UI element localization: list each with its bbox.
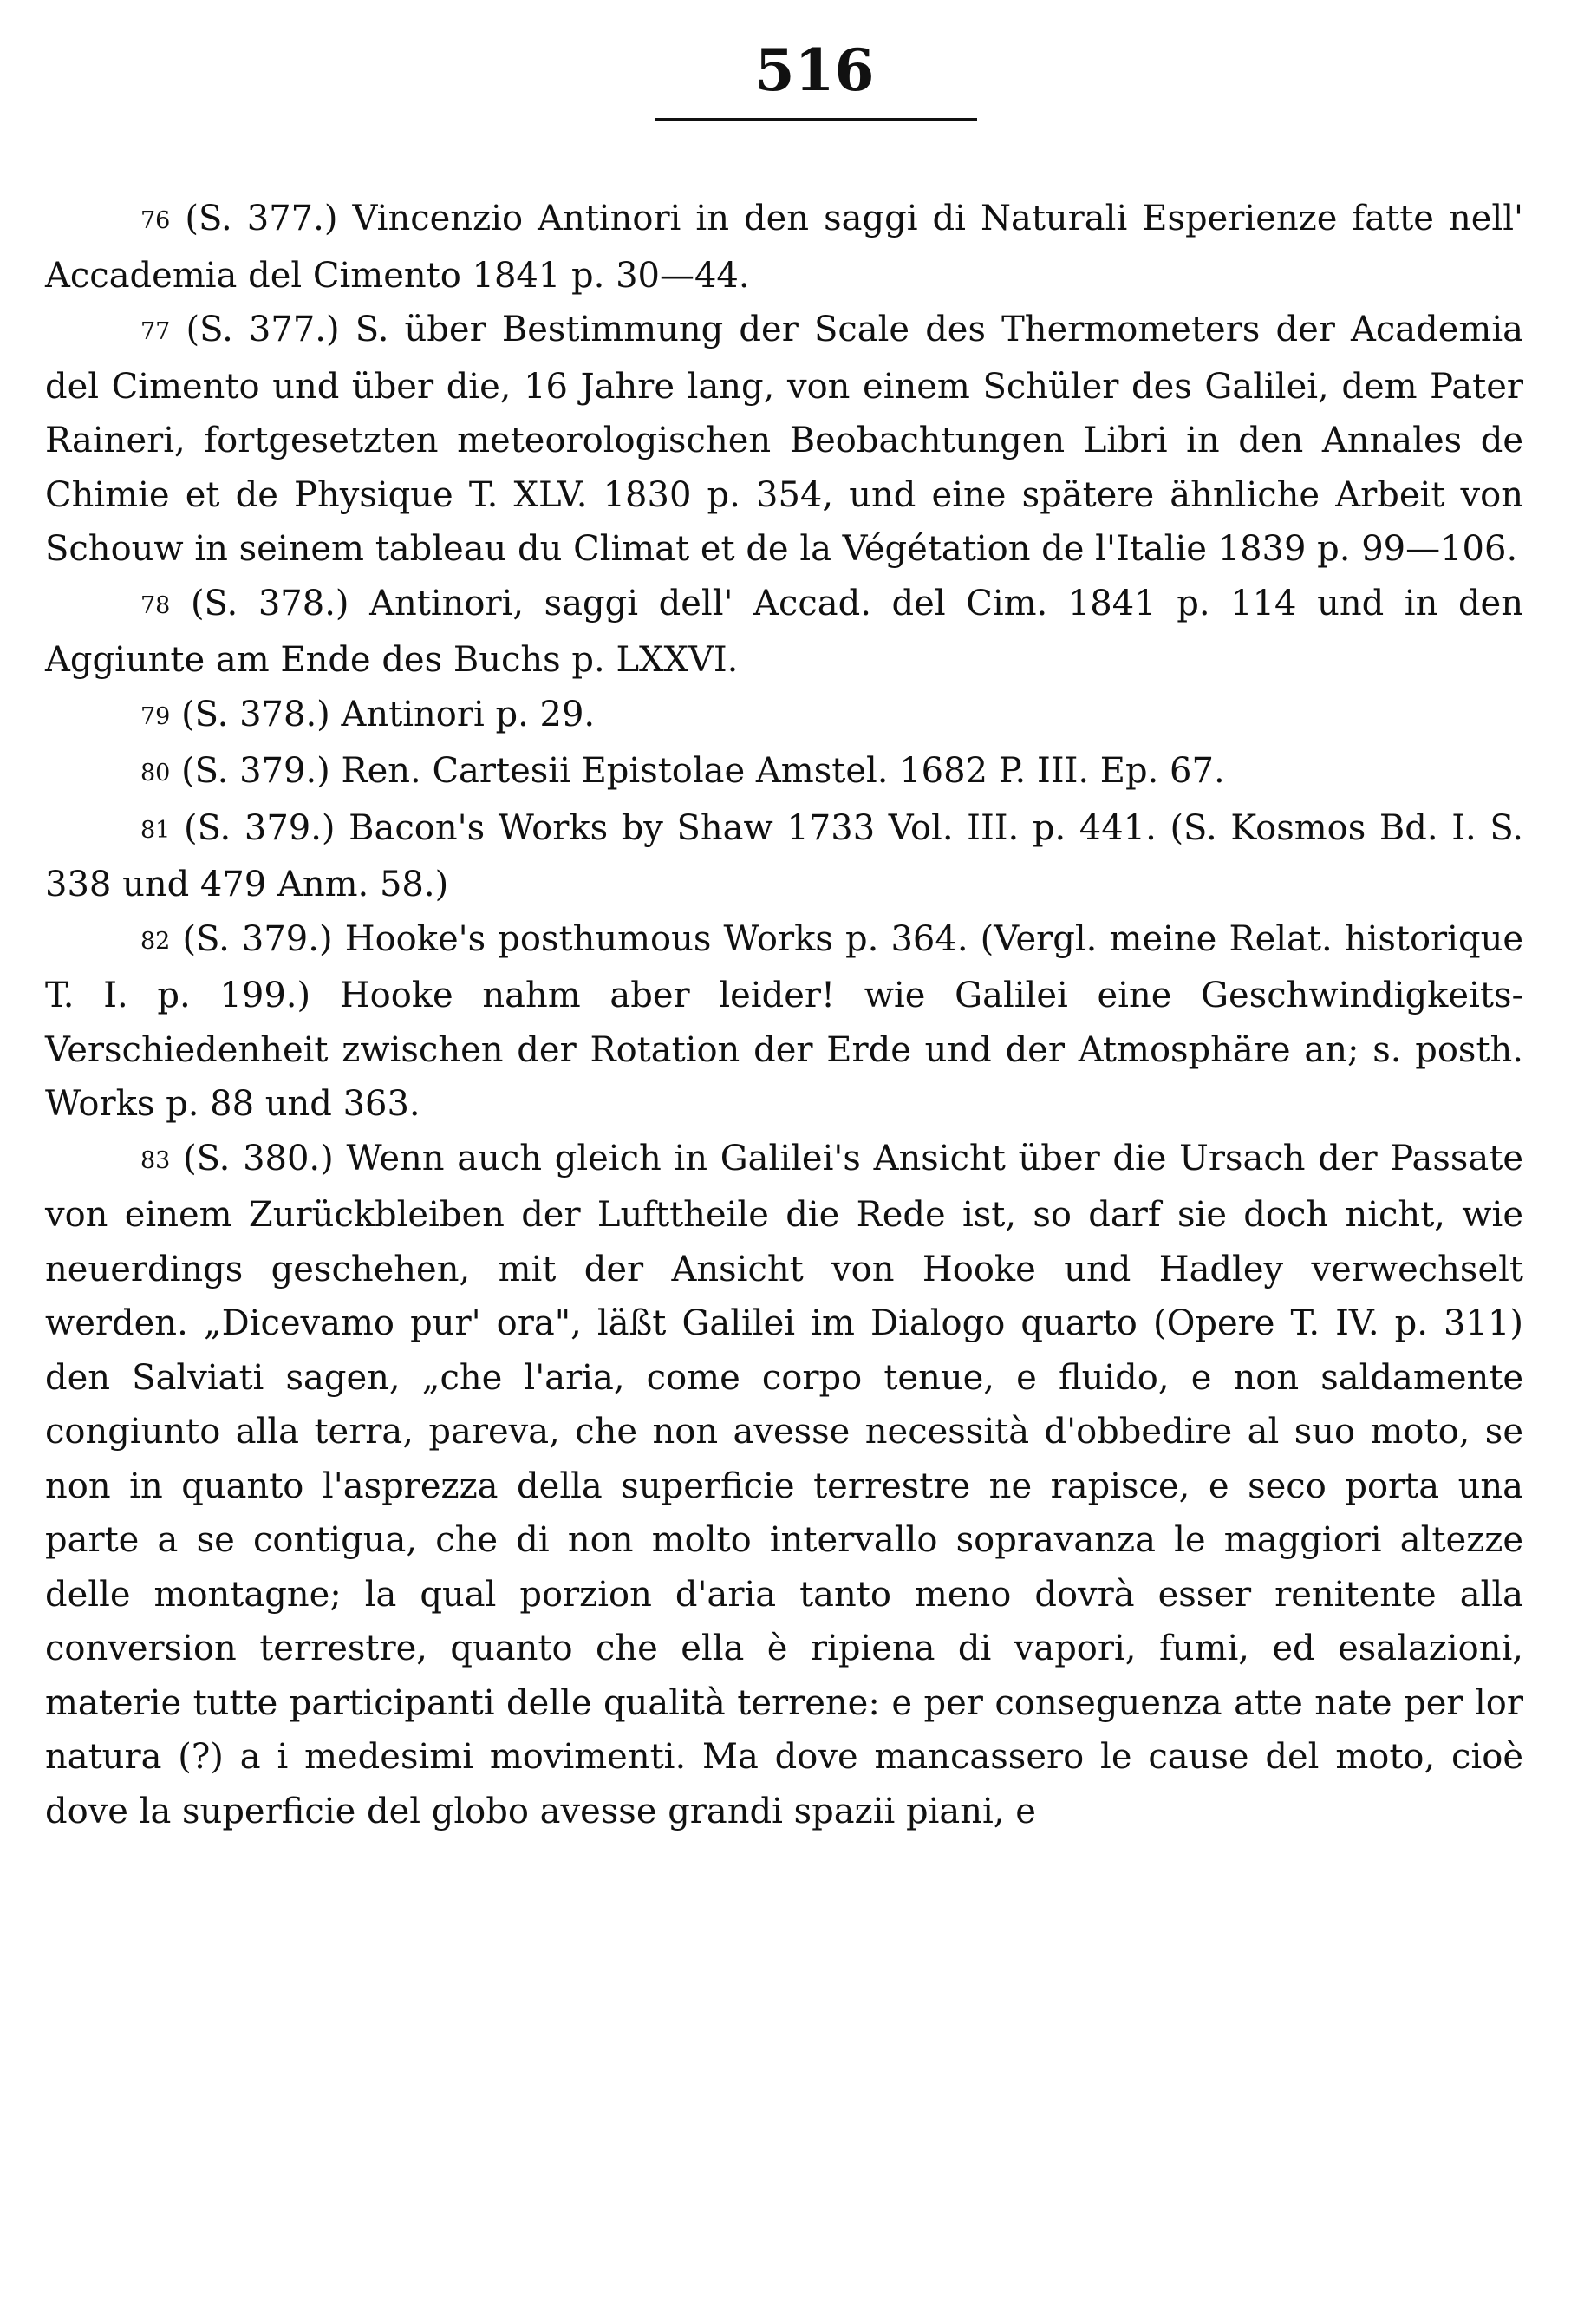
footnote-number: 80 bbox=[140, 760, 171, 787]
footnote-number: 77 bbox=[140, 318, 171, 345]
footnote-77 bbox=[45, 303, 1523, 577]
footnote-text: (S. 379.) Bacon's Works by Shaw 1733 Vol. III. p. 441. (S. Kosmos Bd. I. S. 338 und 479 Anm. 58.) bbox=[45, 807, 1524, 904]
footnote-text: (S. 379.) Ren. Cartesii Epistolae Amstel. 1682 P. III. Ep. 67. bbox=[181, 751, 1225, 791]
footnote-number: 82 bbox=[140, 927, 171, 955]
footnote-text: (S. 379.) Hooke's posthumous Works p. 364. (Vergl. meine Relat. historique T. I. p. 199.) Hooke nahm aber leider! wie Galilei eine Geschwindigkeits-Verschiedenheit zwischen der Rotation der Erde und der Atmosphäre an; s. posth. Works p. 88 und 363. bbox=[45, 918, 1523, 1124]
page-number: 516 bbox=[754, 36, 875, 104]
footnote-number: 79 bbox=[140, 702, 171, 730]
footnote-82 bbox=[45, 912, 1523, 1132]
footnote-text: (S. 378.) Antinori p. 29. bbox=[181, 694, 596, 734]
header-rule bbox=[655, 118, 977, 121]
footnote-81 bbox=[45, 801, 1523, 912]
footnote-number: 76 bbox=[140, 207, 171, 234]
footnote-number: 83 bbox=[140, 1146, 171, 1174]
book-page bbox=[45, 35, 1523, 2307]
footnote-text: (S. 380.) Wenn auch gleich in Galilei's Ansicht über die Ursach der Passate von einem Zurückbleiben der Lufttheile die Rede ist, so darf sie doch nicht, wie neuerdings geschehen, mit der Ansicht von Hooke und Hadley verwechselt werden. „Dicevamo pur' ora", läßt Galilei im Dialogo quarto (Opere T. IV. p. 311) den Salviati sagen, „che l'aria, come corpo tenue, e fluido, e non saldamente congiunto alla terra, pareva, che non avesse necessità d'obbedire al suo moto, se non in quanto l'asprezza della superficie terrestre ne rapisce, e seco porta una parte a se contigua, che di non molto intervallo sopravanza le maggiori altezze delle montagne; la qual porzion d'aria tanto meno dovrà esser renitente alla conversion terrestre, quanto che ella è ripiena di vapori, fumi, ed esalazioni, materie tutte participanti delle qualità terrene: e per conseguenza atte nate per lor natura (?) a i medesimi movimenti. Ma dove mancassero le cause del moto, cioè dove la superficie del globo avesse grandi spazii piani, e bbox=[45, 1138, 1523, 1831]
footnote-number: 81 bbox=[140, 816, 171, 844]
footnote-number: 78 bbox=[140, 591, 171, 619]
footnote-text: (S. 377.) Vincenzio Antinori in den saggi di Naturali Esperienze fatte nell' Accademia del Cimento 1841 p. 30—44. bbox=[45, 199, 1523, 296]
footnote-76 bbox=[45, 192, 1523, 303]
footnotes bbox=[45, 192, 1523, 1838]
footnote-80 bbox=[45, 744, 1523, 801]
footnote-text: (S. 378.) Antinori, saggi dell' Accad. del Cim. 1841 p. 114 und in den Aggiunte am Ende des Buchs p. LXXVI. bbox=[45, 583, 1523, 680]
footnote-text: (S. 377.) S. über Bestimmung der Scale des Thermometers der Academia del Cimento und über die, 16 Jahre lang, von einem Schüler des Galilei, dem Pater Raineri, fortgesetzten meteorologischen Beobachtungen Libri in den Annales de Chimie et de Physique T. XLV. 1830 p. 354, und eine spätere ähnliche Arbeit von Schouw in seinem tableau du Climat et de la Végétation de l'Italie 1839 p. 99—106. bbox=[45, 310, 1524, 569]
footnote-83 bbox=[45, 1132, 1523, 1839]
footnote-79 bbox=[45, 688, 1523, 745]
footnote-78 bbox=[45, 577, 1523, 688]
